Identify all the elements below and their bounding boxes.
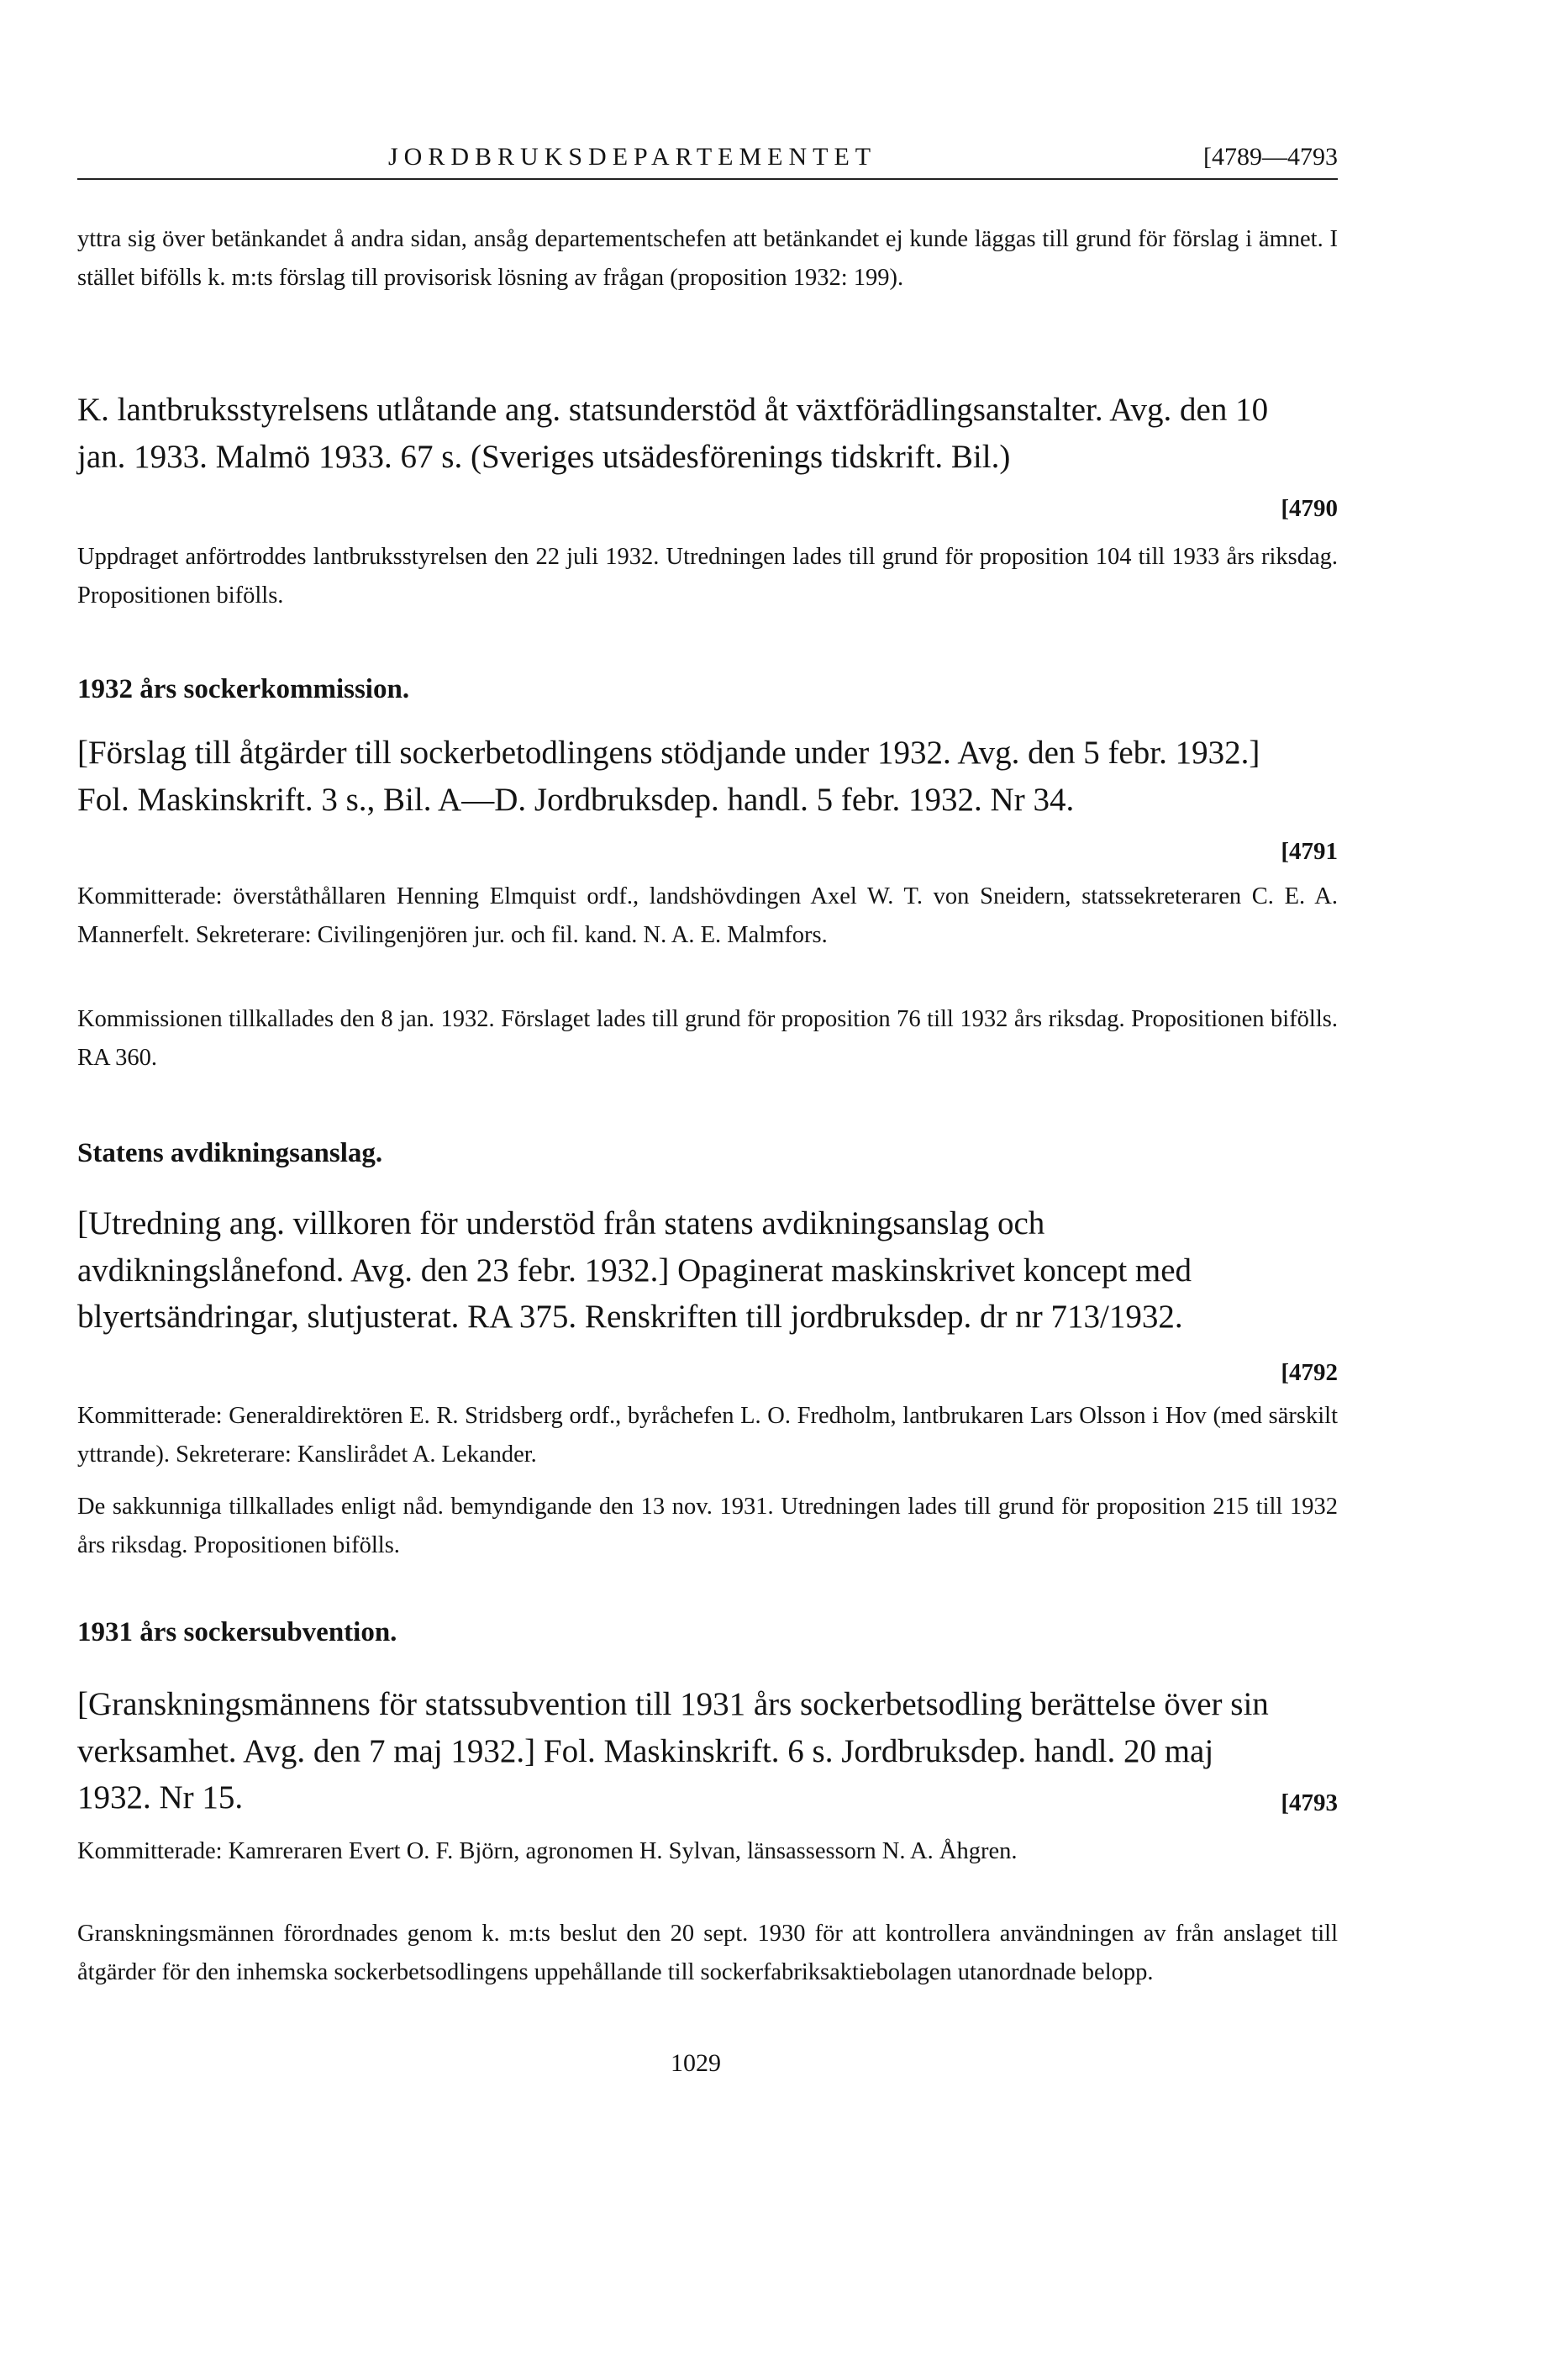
section-heading-avdikningsanslag: Statens avdikningsanslag. xyxy=(77,1138,383,1168)
entry-4791-title-text: [Förslag till åtgärder till sockerbetodlingens stödjande under 1932. Avg. den 5 febr. 1932.] Fol. Maskinskrift. 3 s., Bil. A—D. Jordbruksdep. handl. 5 febr. 1932. Nr 34. xyxy=(77,735,1260,818)
entry-4791-ref: [4791 xyxy=(1281,838,1338,865)
page-number: 1029 xyxy=(671,2049,721,2077)
entry-4792-outcome-note: De sakkunniga tillkallades enligt nåd. bemyndigande den 13 nov. 1931. Utredningen lades till grund för proposition 215 till 1932 års riksdag. Propositionen bifölls. xyxy=(77,1494,1338,1558)
entry-4793-title xyxy=(77,1681,1338,1827)
entry-4793-committee-note: Kommitterade: Kamreraren Evert O. F. Björn, agronomen H. Sylvan, länsassessorn N. A. Åhgren. xyxy=(77,1838,1018,1864)
section-heading-sockerkommission: 1932 års sockerkommission. xyxy=(77,674,410,704)
intro-paragraph: yttra sig över betänkandet å andra sidan, ansåg departementschefen att betänkandet ej kunde läggas till grund för förslag i ämnet. I stället bifölls k. m:ts förslag till provisorisk lösning av frågan (proposition 1932: 199). xyxy=(77,226,1338,291)
entry-4792-committee-note: Kommitterade: Generaldirektören E. R. Stridsberg ordf., byråchefen L. O. Fredholm, lantbrukaren Lars Olsson i Hov (med särskilt yttrande). Sekreterare: Kanslirådet A. Lekander. xyxy=(77,1403,1338,1468)
entry-4793-title-text: [Granskningsmännens för statssubvention till 1931 års sockerbetsodling berättelse över sin verksamhet. Avg. den 7 maj 1932.] Fol. Maskinskrift. 6 s. Jordbruksdep. handl. 20 maj 1932. Nr 15. xyxy=(77,1686,1269,1816)
header-entry-range: [4789—4793 xyxy=(1203,143,1338,171)
entry-4792-title-text: [Utredning ang. villkoren för understöd från statens avdikningsanslag och avdikningslånefond. Avg. den 23 febr. 1932.] Opaginerat maskinskrivet koncept med blyertsändringar, slutjusterat. RA 375. Renskriften till jordbruksdep. dr nr 713/1932. xyxy=(77,1205,1192,1335)
header-title: JORDBRUKSDEPARTEMENTET xyxy=(388,143,877,171)
entry-4793-outcome-note: Granskningsmännen förordnades genom k. m:ts beslut den 20 sept. 1930 för att kontrollera användningen av från anslaget till åtgärder för den inhemska sockerbetsodlingens uppehållande till sockerfabriksaktiebolagen utanordnade belopp. xyxy=(77,1921,1338,1985)
entry-4793-ref: [4793 xyxy=(1281,1789,1338,1816)
section-heading-sockersubvention: 1931 års sockersubvention. xyxy=(77,1617,397,1647)
entry-4791-title xyxy=(77,730,1338,876)
entry-4792-ref: [4792 xyxy=(1281,1359,1338,1386)
running-header xyxy=(77,134,1338,180)
entry-4790-note: Uppdraget anförtroddes lantbruksstyrelsen den 22 juli 1932. Utredningen lades till grund för proposition 104 till 1933 års riksdag. Propositionen bifölls. xyxy=(77,544,1338,609)
entry-4790-ref: [4790 xyxy=(1281,495,1338,522)
entry-4790-title-text: K. lantbruksstyrelsens utlåtande ang. statsunderstöd åt växtförädlingsanstalter. Avg. den 10 jan. 1933. Malmö 1933. 67 s. (Sveriges utsädesförenings tidskrift. Bil.) xyxy=(77,392,1269,475)
entry-4791-outcome-note: Kommissionen tillkallades den 8 jan. 1932. Förslaget lades till grund för proposition 76 till 1932 års riksdag. Propositionen bifölls. RA 360. xyxy=(77,1006,1338,1071)
entry-4790-title xyxy=(77,387,1338,533)
entry-4791-committee-note: Kommitterade: överståthållaren Henning Elmquist ordf., landshövdingen Axel W. T. von Sneidern, statssekreteraren C. E. A. Mannerfelt. Sekreterare: Civilingenjören jur. och fil. kand. N. A. E. Malmfors. xyxy=(77,883,1338,948)
entry-4792-title xyxy=(77,1200,1338,1397)
